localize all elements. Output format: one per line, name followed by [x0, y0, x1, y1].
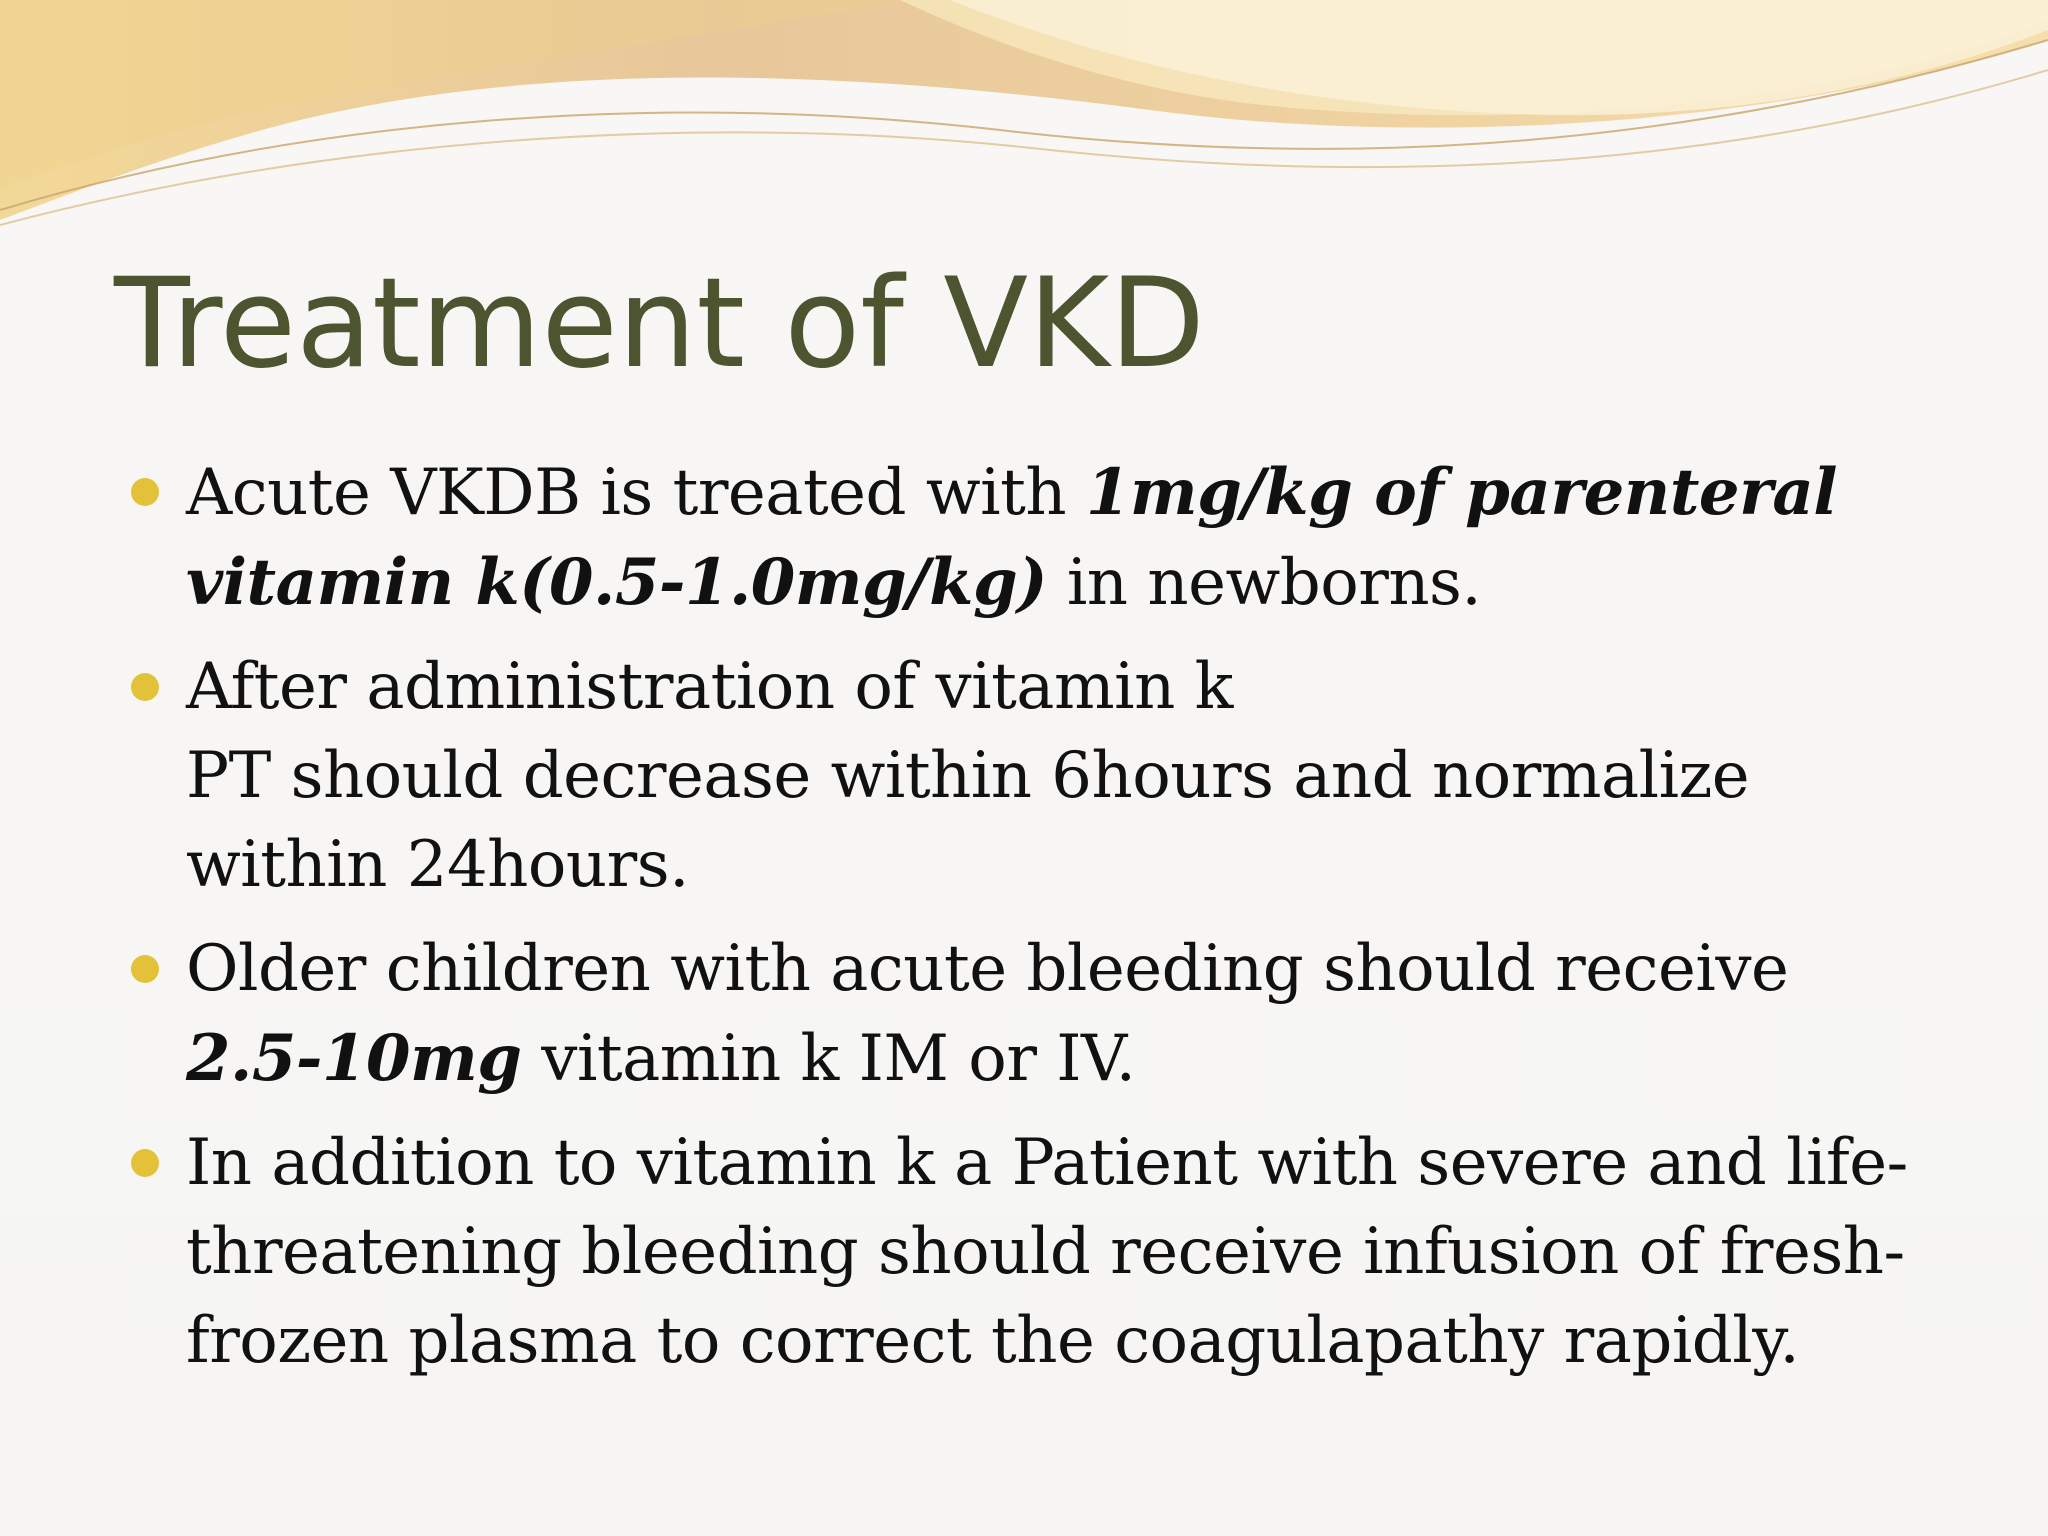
bullet-emphasis: 2.5-10mg	[186, 1021, 522, 1096]
bullet-line	[186, 448, 1986, 538]
bullet-text: vitamin k IM or IV.	[521, 1022, 1136, 1096]
bullet-line: within 24hours.	[186, 828, 689, 902]
bullet-line: frozen plasma to correct the coagulapathy rapidly.	[186, 1304, 1800, 1378]
bullet-dot-icon	[131, 478, 159, 506]
bullet-item	[186, 448, 1986, 628]
bullet-line	[186, 1014, 1986, 1104]
bullet-line: After administration of vitamin k	[186, 650, 1233, 724]
bullet-dot-icon	[131, 673, 159, 701]
bullet-item	[186, 925, 1986, 1104]
bullet-emphasis: vitamin k(0.5-1.0mg/kg)	[186, 545, 1047, 620]
bullet-line	[186, 538, 1986, 628]
bullet-dot-icon	[131, 1149, 159, 1177]
bullet-item	[186, 1119, 1986, 1386]
bullet-line: Older children with acute bleeding should receive	[186, 932, 1789, 1006]
bullet-line: threatening bleeding should receive infusion of fresh-	[186, 1215, 1905, 1289]
bullet-list	[186, 448, 1986, 1401]
slide-title: Treatment of VKD	[114, 252, 1205, 396]
bullet-dot-icon	[131, 955, 159, 983]
bullet-line: In addition to vitamin k a Patient with severe and life-	[186, 1126, 1908, 1200]
bullet-item	[186, 643, 1986, 910]
bullet-text: Acute VKDB is treated with	[186, 456, 1086, 530]
decorative-wave-header	[0, 0, 2048, 240]
bullet-emphasis: 1mg/kg of parenteral	[1085, 455, 1838, 530]
bullet-line: PT should decrease within 6hours and normalize	[186, 739, 1750, 813]
bullet-text: in newborns.	[1046, 546, 1482, 620]
